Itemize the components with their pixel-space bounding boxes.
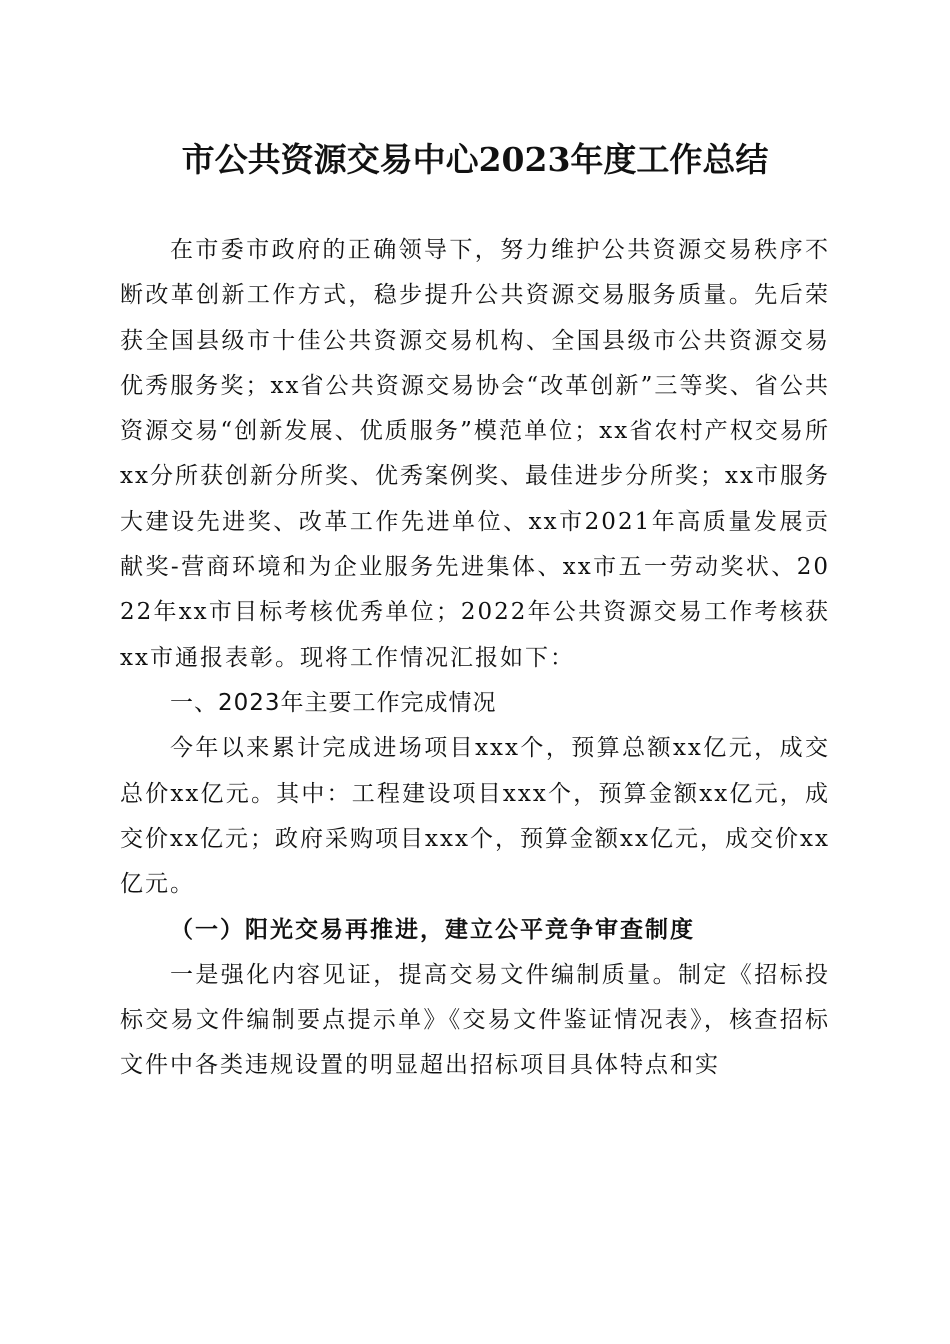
intro-paragraph: 在市委市政府的正确领导下，努力维护公共资源交易秩序不断改革创新工作方式，稳步提升公共资源交易服务质量。先后荣获全国县级市十佳公共资源交易机构、全国县级市公共资源交易优秀服务奖；xx省公共资源交易协会“改革创新”三等奖、省公共资源交易“创新发展、优质服务”模范单位；xx省农村产权交易所xx分所获创新分所奖、优秀案例奖、最佳进步分所奖；xx市服务大建设先进奖、改革工作先进单位、xx市2021年高质量发展贡献奖-营商环境和为企业服务先进集体、xx市五一劳动奖状、2022年xx市目标考核优秀单位；2022年公共资源交易工作考核获xx市通报表彰。现将工作情况汇报如下： — [120, 237, 830, 671]
subsection-paragraph: 一是强化内容见证，提高交易文件编制质量。制定《招标投标交易文件编制要点提示单》《交易文件鉴证情况表》，核查招标文件中各类违规设置的明显超出招标项目具体特点和实 — [120, 961, 830, 1079]
document-title: 市公共资源交易中心2023年度工作总结 — [181, 140, 769, 179]
document-body — [120, 228, 830, 1089]
subsection-heading: （一）阳光交易再推进，建立公平竞争审查制度 — [170, 916, 695, 944]
section-paragraph: 今年以来累计完成进场项目xxx个，预算总额xx亿元，成交总价xx亿元。其中：工程建设项目xxx个，预算金额xx亿元，成交价xx亿元；政府采购项目xxx个，预算金额xx亿元，成交价xx亿元。 — [120, 735, 830, 898]
section-heading: 一、2023年主要工作完成情况 — [170, 689, 497, 716]
